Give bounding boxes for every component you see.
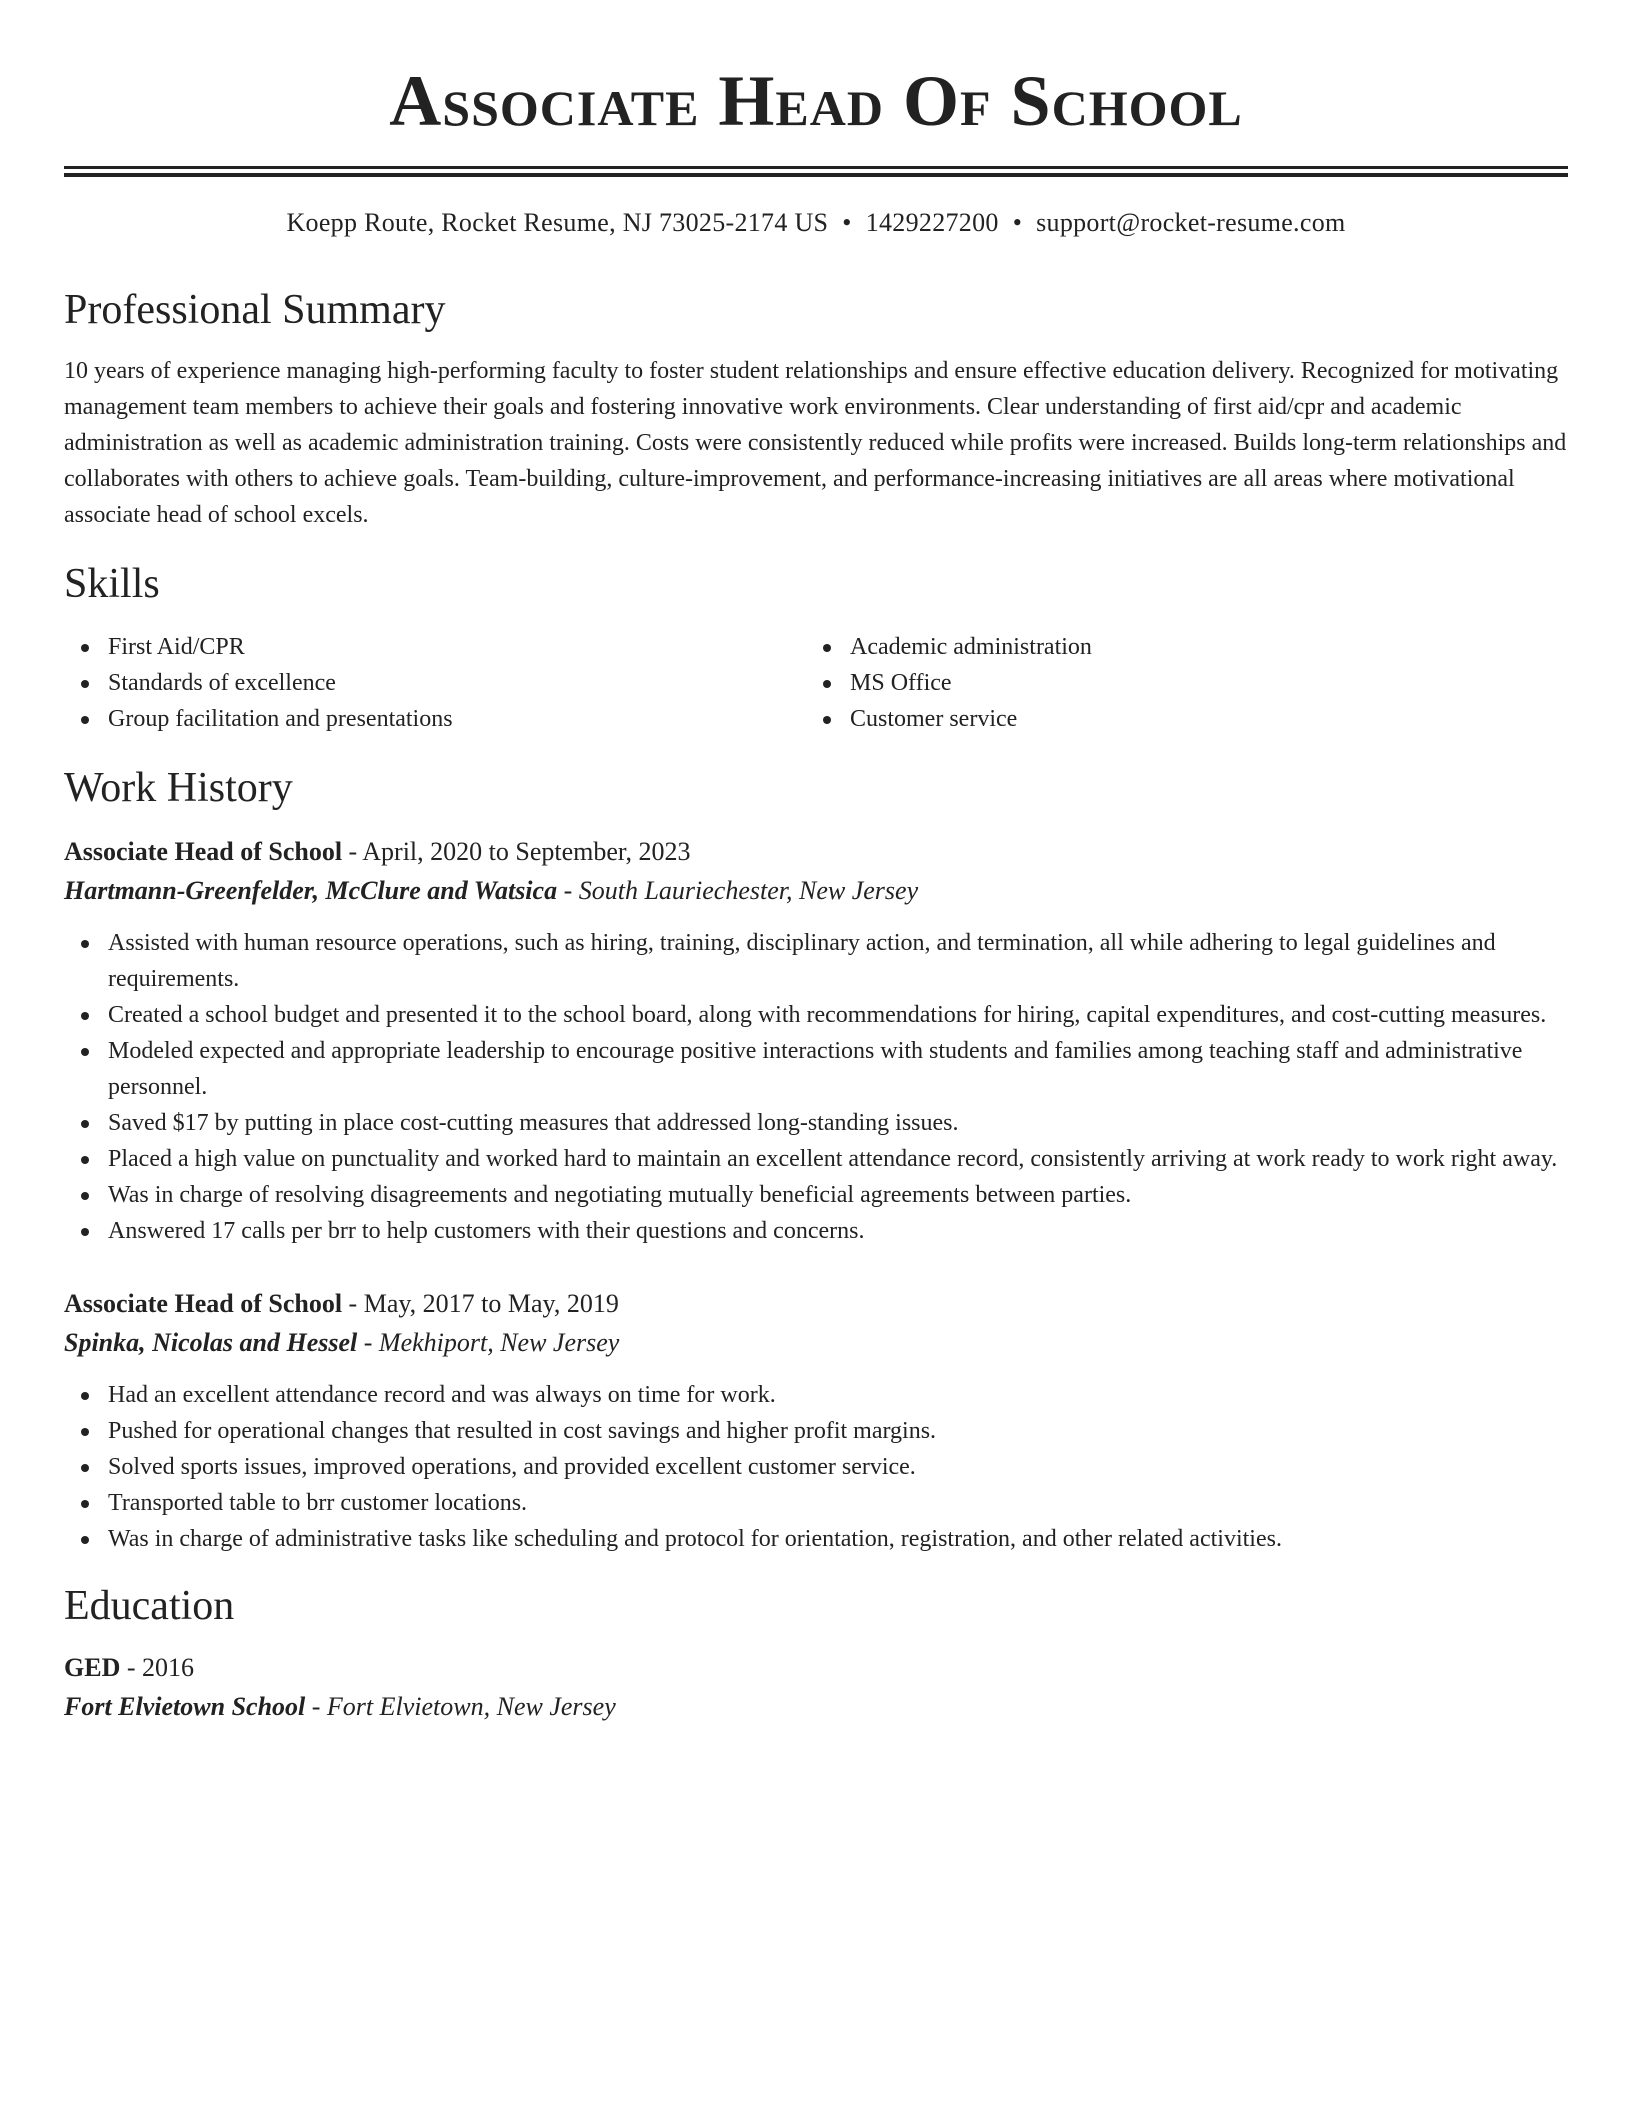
job-company-line xyxy=(64,871,1568,911)
job-title-line xyxy=(64,833,1568,871)
job-bullet: Answered 17 calls per brr to help customers with their questions and concerns. xyxy=(64,1213,1568,1249)
contact-phone: 1429227200 xyxy=(865,208,999,237)
resume-name: Associate Head Of School xyxy=(389,61,1243,141)
job-bullet: Had an excellent attendance record and was always on time for work. xyxy=(64,1377,1568,1413)
job-bullet: Created a school budget and presented it to the school board, along with recommendations for hiring, capital expenditures, and cost-cutting measures. xyxy=(64,997,1568,1033)
education-entry xyxy=(64,1649,1568,1727)
education-school-line xyxy=(64,1687,1568,1727)
job-title-line xyxy=(64,1285,1568,1323)
contact-email: support@rocket-resume.com xyxy=(1036,208,1346,237)
job-bullets xyxy=(64,1377,1568,1557)
skill-item: Customer service xyxy=(806,701,1548,737)
job-bullet: Was in charge of resolving disagreements and negotiating mutually beneficial agreements between parties. xyxy=(64,1177,1568,1213)
job-bullet: Pushed for operational changes that resulted in cost savings and higher profit margins. xyxy=(64,1413,1568,1449)
job-dates: - April, 2020 to September, 2023 xyxy=(342,837,691,866)
summary-heading: Professional Summary xyxy=(64,287,446,333)
job-bullet: Modeled expected and appropriate leadership to encourage positive interactions with students and families among teaching staff and administrative personnel. xyxy=(64,1033,1568,1105)
job-dates: - May, 2017 to May, 2019 xyxy=(342,1289,619,1318)
job-company: Hartmann-Greenfelder, McClure and Watsica xyxy=(64,876,558,905)
work-history-heading: Work History xyxy=(64,765,293,811)
skills-columns xyxy=(64,629,1568,737)
education-degree: GED xyxy=(64,1653,121,1682)
job-role: Associate Head of School xyxy=(64,837,343,866)
job-bullet: Solved sports issues, improved operations, and provided excellent customer service. xyxy=(64,1449,1568,1485)
job-location: - Mekhiport, New Jersey xyxy=(357,1328,620,1357)
skill-item: Group facilitation and presentations xyxy=(64,701,806,737)
job-bullet: Was in charge of administrative tasks like scheduling and protocol for orientation, registration, and other related activities. xyxy=(64,1521,1568,1557)
skill-item: MS Office xyxy=(806,665,1548,701)
education-degree-line xyxy=(64,1649,1568,1687)
skills-left-list xyxy=(64,629,806,737)
education-heading: Education xyxy=(64,1583,235,1629)
job-role: Associate Head of School xyxy=(64,1289,343,1318)
contact-address: Koepp Route, Rocket Resume, NJ 73025-2174 US xyxy=(286,208,829,237)
job-location: - South Lauriechester, New Jersey xyxy=(557,876,919,905)
job-bullet: Assisted with human resource operations, such as hiring, training, disciplinary action, and termination, all while adhering to legal guidelines and requirements. xyxy=(64,925,1568,997)
skill-item: Standards of excellence xyxy=(64,665,806,701)
skill-item: Academic administration xyxy=(806,629,1548,665)
education-location: - Fort Elvietown, New Jersey xyxy=(305,1692,616,1721)
job-company: Spinka, Nicolas and Hessel xyxy=(64,1328,358,1357)
skills-heading: Skills xyxy=(64,561,160,607)
job-bullet: Transported table to brr customer locations. xyxy=(64,1485,1568,1521)
skill-item: First Aid/CPR xyxy=(64,629,806,665)
contact-separator: • xyxy=(1012,208,1023,237)
summary-text: 10 years of experience managing high-performing faculty to foster student relationships and ensure effective education delivery. Recognized for motivating management team members to achieve their goals and fostering innovative work environments. Clear understanding of first aid/cpr and academic administration as well as academic administration training. Costs were consistently reduced while profits were increased. Builds long-term relationships and collaborates with others to achieve goals. Team-building, culture-improvement, and performance-increasing initiatives are all areas where motivational associate head of school excels. xyxy=(64,358,1567,528)
contact-separator: • xyxy=(842,208,852,237)
contact-line xyxy=(64,205,1568,241)
job-entry xyxy=(64,1285,1568,1557)
job-bullets xyxy=(64,925,1568,1249)
job-bullet: Placed a high value on punctuality and worked hard to maintain an excellent attendance record, consistently arriving at work ready to work right away. xyxy=(64,1141,1568,1177)
job-bullet: Saved $17 by putting in place cost-cutting measures that addressed long-standing issues. xyxy=(64,1105,1568,1141)
resume-page xyxy=(64,0,1568,2112)
education-school: Fort Elvietown School xyxy=(64,1692,306,1721)
job-company-line xyxy=(64,1323,1568,1363)
education-year: - 2016 xyxy=(120,1653,195,1682)
job-entry xyxy=(64,833,1568,1249)
header-double-rule xyxy=(64,166,1568,177)
skills-right-list xyxy=(806,629,1548,737)
